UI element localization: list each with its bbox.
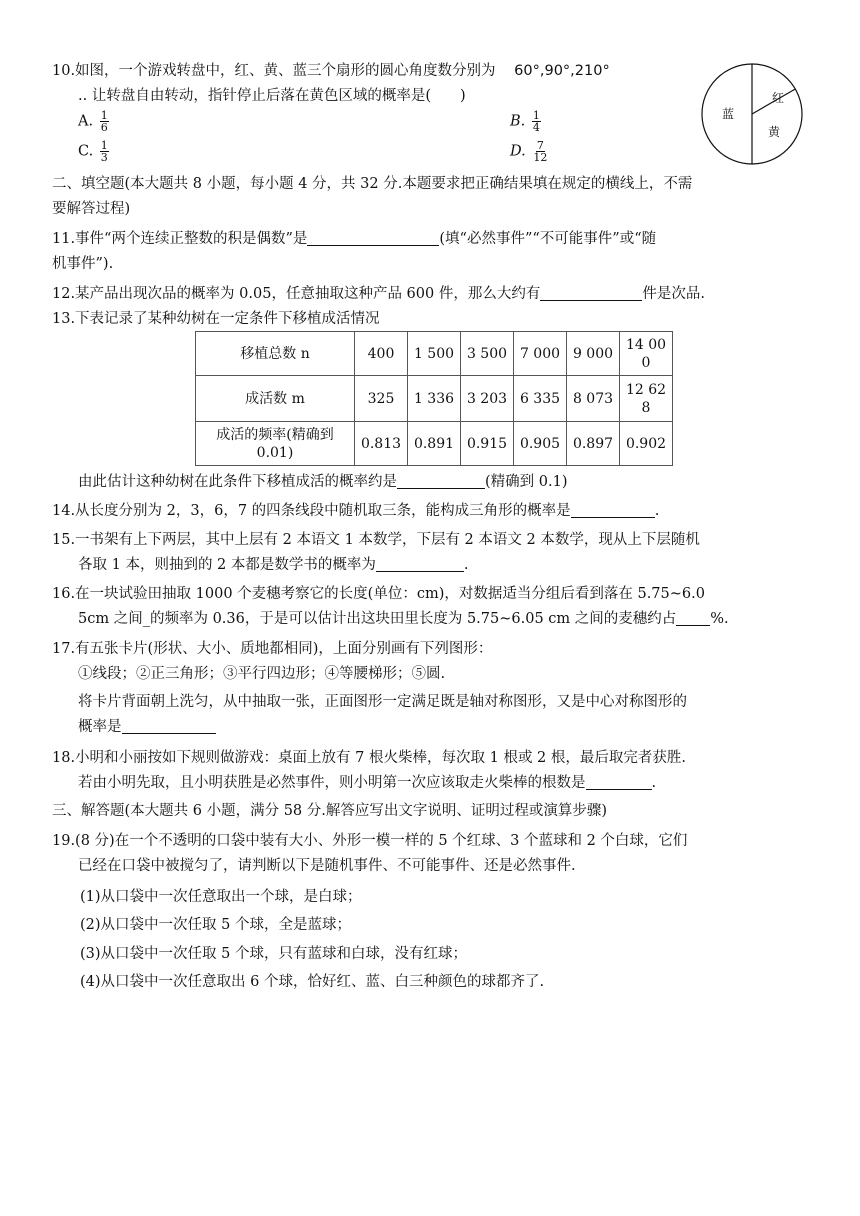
table-cell: 0.813: [355, 422, 408, 466]
q14-text-a: 14.从长度分别为 2，3，6，7 的四条线段中随机取三条，能构成三角形的概率是: [52, 503, 571, 519]
table-row: [196, 332, 673, 376]
q12-line: [52, 284, 705, 304]
spinner-label-red: 红: [771, 91, 785, 105]
option-d-fraction: [532, 140, 548, 163]
table-row: [196, 422, 673, 466]
q10-text: 10.如图，一个游戏转盘中，红、黄、蓝三个扇形的圆心角度数分别为: [52, 63, 496, 79]
q13-conclusion: [78, 472, 567, 492]
table-cell: 1 500: [408, 332, 461, 376]
q11-line2: 机事件”).: [52, 256, 114, 272]
option-b-fraction: [532, 110, 541, 133]
table-row: [196, 376, 673, 422]
q14-answer-blank[interactable]: [571, 501, 655, 518]
q15-answer-blank[interactable]: [376, 555, 464, 572]
q11-text-a: 11.事件“两个连续正整数的积是偶数”是: [52, 231, 308, 247]
fraction-numerator: 1: [100, 109, 108, 122]
q12-text-a: 12.某产品出现次品的概率为 0.05，任意抽取这种产品 600 件，那么大约有: [52, 286, 541, 302]
q19-item-3: (3)从口袋中一次任取 5 个球，只有蓝球和白球，没有红球；: [80, 946, 467, 962]
q10-option-d: [510, 140, 548, 163]
table-cell: 1 336: [408, 376, 461, 422]
table-cell: 8 073: [567, 376, 620, 422]
q15-text-b: .: [463, 557, 469, 573]
q16-text-a: 5cm 之间_的频率为 0.36，于是可以估计出这块田里长度为 5.75~6.05 cm 之间的麦穗约占: [78, 611, 677, 627]
q16-text-b: %.: [710, 611, 729, 627]
fraction-numerator: 7: [536, 139, 544, 152]
q16-line1: 16.在一块试验田抽取 1000 个麦穗考察它的长度(单位：cm)，对数据适当分组后看到落在 5.75~6.0: [52, 586, 705, 602]
q17-line2: ①线段；②正三角形；③平行四边形；④等腰梯形；⑤圆.: [78, 666, 446, 682]
q15-text-a: 各取 1 本，则抽到的 2 本都是数学书的概率为: [78, 557, 376, 573]
q14-line: [52, 501, 659, 521]
q10-line2: .. 让转盘自由转动，指针停止后落在黄色区域的概率是( ): [78, 88, 466, 104]
table-cell: 0.905: [514, 422, 567, 466]
option-a-label: A.: [78, 113, 94, 130]
table-cell: [620, 376, 673, 422]
q12-text-b: 件是次品.: [642, 286, 705, 302]
table-cell: 3 500: [461, 332, 514, 376]
q10-angles: 60°,90°,210°: [514, 63, 610, 79]
spinner-label-blue: 蓝: [721, 107, 735, 121]
q14-text-b: .: [654, 503, 660, 519]
q13-text-a: 由此估计这种幼树在此条件下移植成活的概率约是: [78, 474, 397, 490]
q13-table: [195, 331, 673, 466]
q17-line4: [78, 717, 216, 737]
cell-line: 14 00: [625, 336, 667, 353]
fraction-numerator: 1: [100, 139, 108, 152]
q15-line1: 15.一书架有上下两层，其中上层有 2 本语文 1 本数学，下层有 2 本语文 2 本数学，现从上下层随机: [52, 532, 700, 548]
cell-line: 8: [641, 399, 651, 416]
q10-option-a: [78, 110, 109, 133]
section3-line1: 三、解答题(本大题共 6 小题，满分 58 分.解答应写出文字说明、证明过程或演算步骤): [52, 803, 608, 819]
table-cell: 3 203: [461, 376, 514, 422]
option-a-fraction: [100, 110, 109, 133]
fraction-denominator: 4: [532, 121, 540, 134]
table-cell: 0.897: [567, 422, 620, 466]
table-cell: 9 000: [567, 332, 620, 376]
option-d-label: D.: [510, 143, 526, 160]
q15-line2: [78, 555, 469, 575]
q17-line1: 17.有五张卡片(形状、大小、质地都相同)，上面分别画有下列图形：: [52, 641, 493, 657]
table-header-cell: [196, 422, 355, 466]
q18-text-b: .: [651, 775, 657, 791]
table-cell: 0.891: [408, 422, 461, 466]
q16-answer-blank[interactable]: [676, 609, 710, 626]
q18-line2: [78, 773, 656, 793]
fraction-denominator: 3: [100, 151, 108, 164]
section2-line1: 二、填空题(本大题共 8 小题，每小题 4 分，共 32 分.本题要求把正确结果填在规定的横线上，不需: [52, 176, 693, 192]
q17-text: 概率是: [78, 719, 122, 735]
fraction-denominator: 12: [533, 151, 548, 164]
q11-answer-blank[interactable]: [307, 229, 439, 246]
option-b-label: B.: [510, 113, 526, 130]
q11-text-b: (填“必然事件”“不可能事件”或“随: [439, 231, 657, 247]
spinner-label-yellow: 黄: [767, 125, 781, 139]
q19-item-2: (2)从口袋中一次任取 5 个球，全是蓝球；: [80, 917, 351, 933]
table-header-cell: 成活数 m: [196, 376, 355, 422]
option-c-fraction: [100, 140, 109, 163]
q13-intro: 13.下表记录了某种幼树在一定条件下移植成活情况: [52, 311, 380, 327]
fraction-numerator: 1: [532, 109, 540, 122]
option-c-label: C.: [78, 143, 94, 160]
q10-option-c: [78, 140, 109, 163]
q19-line2: 已经在口袋中被搅匀了，请判断以下是随机事件、不可能事件、还是必然事件.: [78, 858, 576, 874]
q18-text-a: 若由小明先取，且小明获胜是必然事件，则小明第一次应该取走火柴棒的根数是: [78, 775, 586, 791]
q10-option-b: [510, 110, 541, 133]
table-cell: 0.915: [461, 422, 514, 466]
q19-item-4: (4)从口袋中一次任意取出 6 个球，恰好红、蓝、白三种颜色的球都齐了.: [80, 974, 545, 990]
q11-line1: [52, 229, 656, 249]
q10-line1: [52, 61, 610, 81]
q13-answer-blank[interactable]: [397, 472, 485, 489]
q12-answer-blank[interactable]: [540, 284, 642, 301]
cell-line: 0.01): [256, 444, 294, 461]
cell-line: 0: [641, 354, 651, 371]
q19-line1: 19.(8 分)在一个不透明的口袋中装有大小、外形一模一样的 5 个红球、3 个蓝球和 2 个白球，它们: [52, 833, 688, 849]
q17-answer-blank[interactable]: [122, 717, 216, 734]
table-header-cell: 移植总数 n: [196, 332, 355, 376]
cell-line: 成活的频率(精确到: [216, 426, 334, 443]
section2-line2: 要解答过程): [52, 201, 131, 217]
table-cell: 325: [355, 376, 408, 422]
spinner-figure: [700, 62, 804, 166]
q16-line2: [78, 609, 729, 629]
table-cell: [620, 332, 673, 376]
table-cell: 7 000: [514, 332, 567, 376]
q19-item-1: (1)从口袋中一次任意取出一个球，是白球；: [80, 889, 362, 905]
q17-line3: 将卡片背面朝上洗匀，从中抽取一张，正面图形一定满足既是轴对称图形，又是中心对称图形的: [78, 694, 687, 710]
table-cell: 6 335: [514, 376, 567, 422]
table-cell: 400: [355, 332, 408, 376]
table-cell: 0.902: [620, 422, 673, 466]
q13-text-b: (精确到 0.1): [485, 474, 568, 490]
q18-line1: 18.小明和小丽按如下规则做游戏：桌面上放有 7 根火柴棒，每次取 1 根或 2 根，最后取完者获胜.: [52, 750, 686, 766]
fraction-denominator: 6: [100, 121, 108, 134]
q18-answer-blank[interactable]: [586, 773, 652, 790]
cell-line: 12 62: [625, 381, 667, 398]
